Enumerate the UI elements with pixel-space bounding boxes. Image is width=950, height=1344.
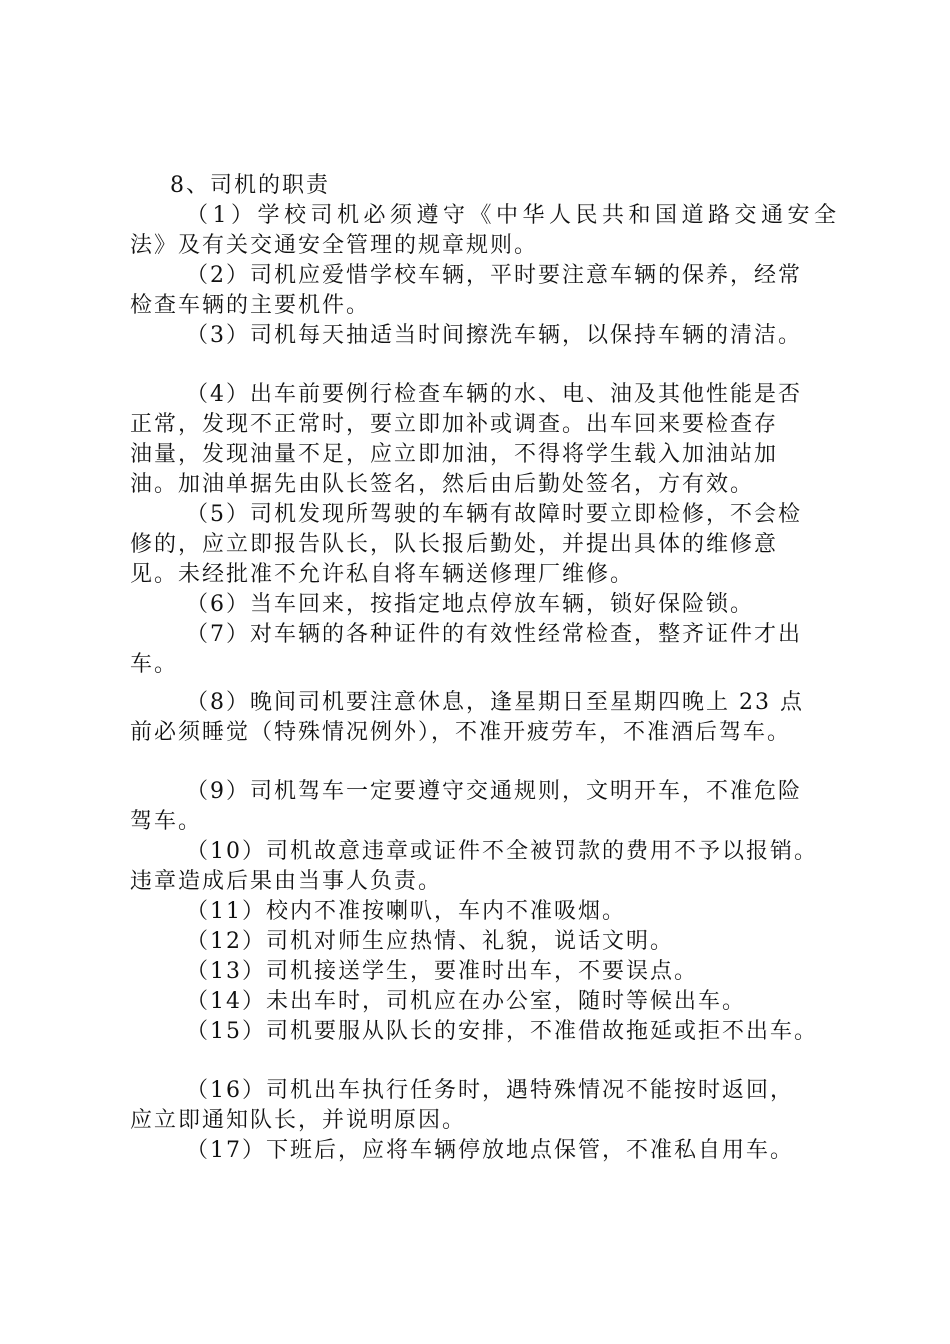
document-body [130, 171, 841, 1166]
paragraph-line: 法》及有关交通安全管理的规章规则。 [130, 233, 539, 258]
paragraph-line: （2）司机应爱惜学校车辆，平时要注意车辆的保养，经常 [186, 263, 802, 288]
paragraph-line: 修的，应立即报告队长，队长报后勤处，并提出具体的维修意 [130, 532, 779, 557]
paragraph-line: （11）校内不准按喇叭，车内不准吸烟。 [186, 899, 626, 924]
paragraph-line: （12）司机对师生应热情、礼貌，说话文明。 [186, 929, 674, 954]
paragraph-line: 见。未经批准不允许私自将车辆送修理厂维修。 [130, 562, 635, 587]
paragraph-line: （3）司机每天抽适当时间擦洗车辆，以保持车辆的清洁。 [186, 323, 802, 348]
paragraph-gap [130, 748, 838, 777]
paragraph-line: （13）司机接送学生，要准时出车，不要误点。 [186, 959, 698, 984]
paragraph-line: （6）当车回来，按指定地点停放车辆，锁好保险锁。 [186, 592, 754, 617]
paragraph-line: （9）司机驾车一定要遵守交通规则，文明开车，不准危险 [186, 779, 802, 804]
paragraph-gap [130, 351, 838, 380]
paragraph-line: （1）学校司机必须遵守《中华人民共和国道路交通安全 [186, 203, 841, 228]
paragraph-line: 驾车。 [130, 809, 203, 834]
paragraph-line: （14）未出车时，司机应在办公室，随时等候出车。 [186, 989, 746, 1014]
paragraph-line: （17）下班后，应将车辆停放地点保管，不准私自用车。 [186, 1138, 794, 1163]
paragraph-line: （8）晚间司机要注意休息，逢星期日至星期四晚上 23 点 [186, 690, 804, 715]
paragraph-line: 违章造成后果由当事人负责。 [130, 869, 443, 894]
paragraph-line: （5）司机发现所驾驶的车辆有故障时要立即检修，不会检 [186, 502, 802, 527]
paragraph-line: （7）对车辆的各种证件的有效性经常检查，整齐证件才出 [186, 622, 802, 647]
paragraph-line: 油量，发现油量不足，应立即加油，不得将学生载入加油站加 [130, 442, 779, 467]
paragraph-line: （4）出车前要例行检查车辆的水、电、油及其他性能是否 [186, 382, 802, 407]
paragraph-line: （15）司机要服从队长的安排，不准借故拖延或拒不出车。 [186, 1019, 818, 1044]
paragraph-line: （10）司机故意违章或证件不全被罚款的费用不予以报销。 [186, 839, 818, 864]
paragraph-line: （16）司机出车执行任务时，遇特殊情况不能按时返回， [186, 1078, 794, 1103]
paragraph-line: 检查车辆的主要机件。 [130, 293, 371, 318]
paragraph-line: 应立即通知队长，并说明原因。 [130, 1108, 467, 1133]
section-heading: 8、司机的职责 [170, 173, 330, 198]
paragraph-line: 正常，发现不正常时，要立即加补或调查。出车回来要检查存 [130, 412, 779, 437]
paragraph-gap [130, 680, 838, 688]
paragraph-line: 油。加油单据先由队长签名，然后由后勤处签名，方有效。 [130, 472, 755, 497]
paragraph-line: 车。 [130, 652, 179, 677]
paragraph-line: 前必须睡觉（特殊情况例外），不准开疲劳车，不准酒后驾车。 [130, 720, 792, 745]
paragraph-gap [130, 1047, 838, 1076]
